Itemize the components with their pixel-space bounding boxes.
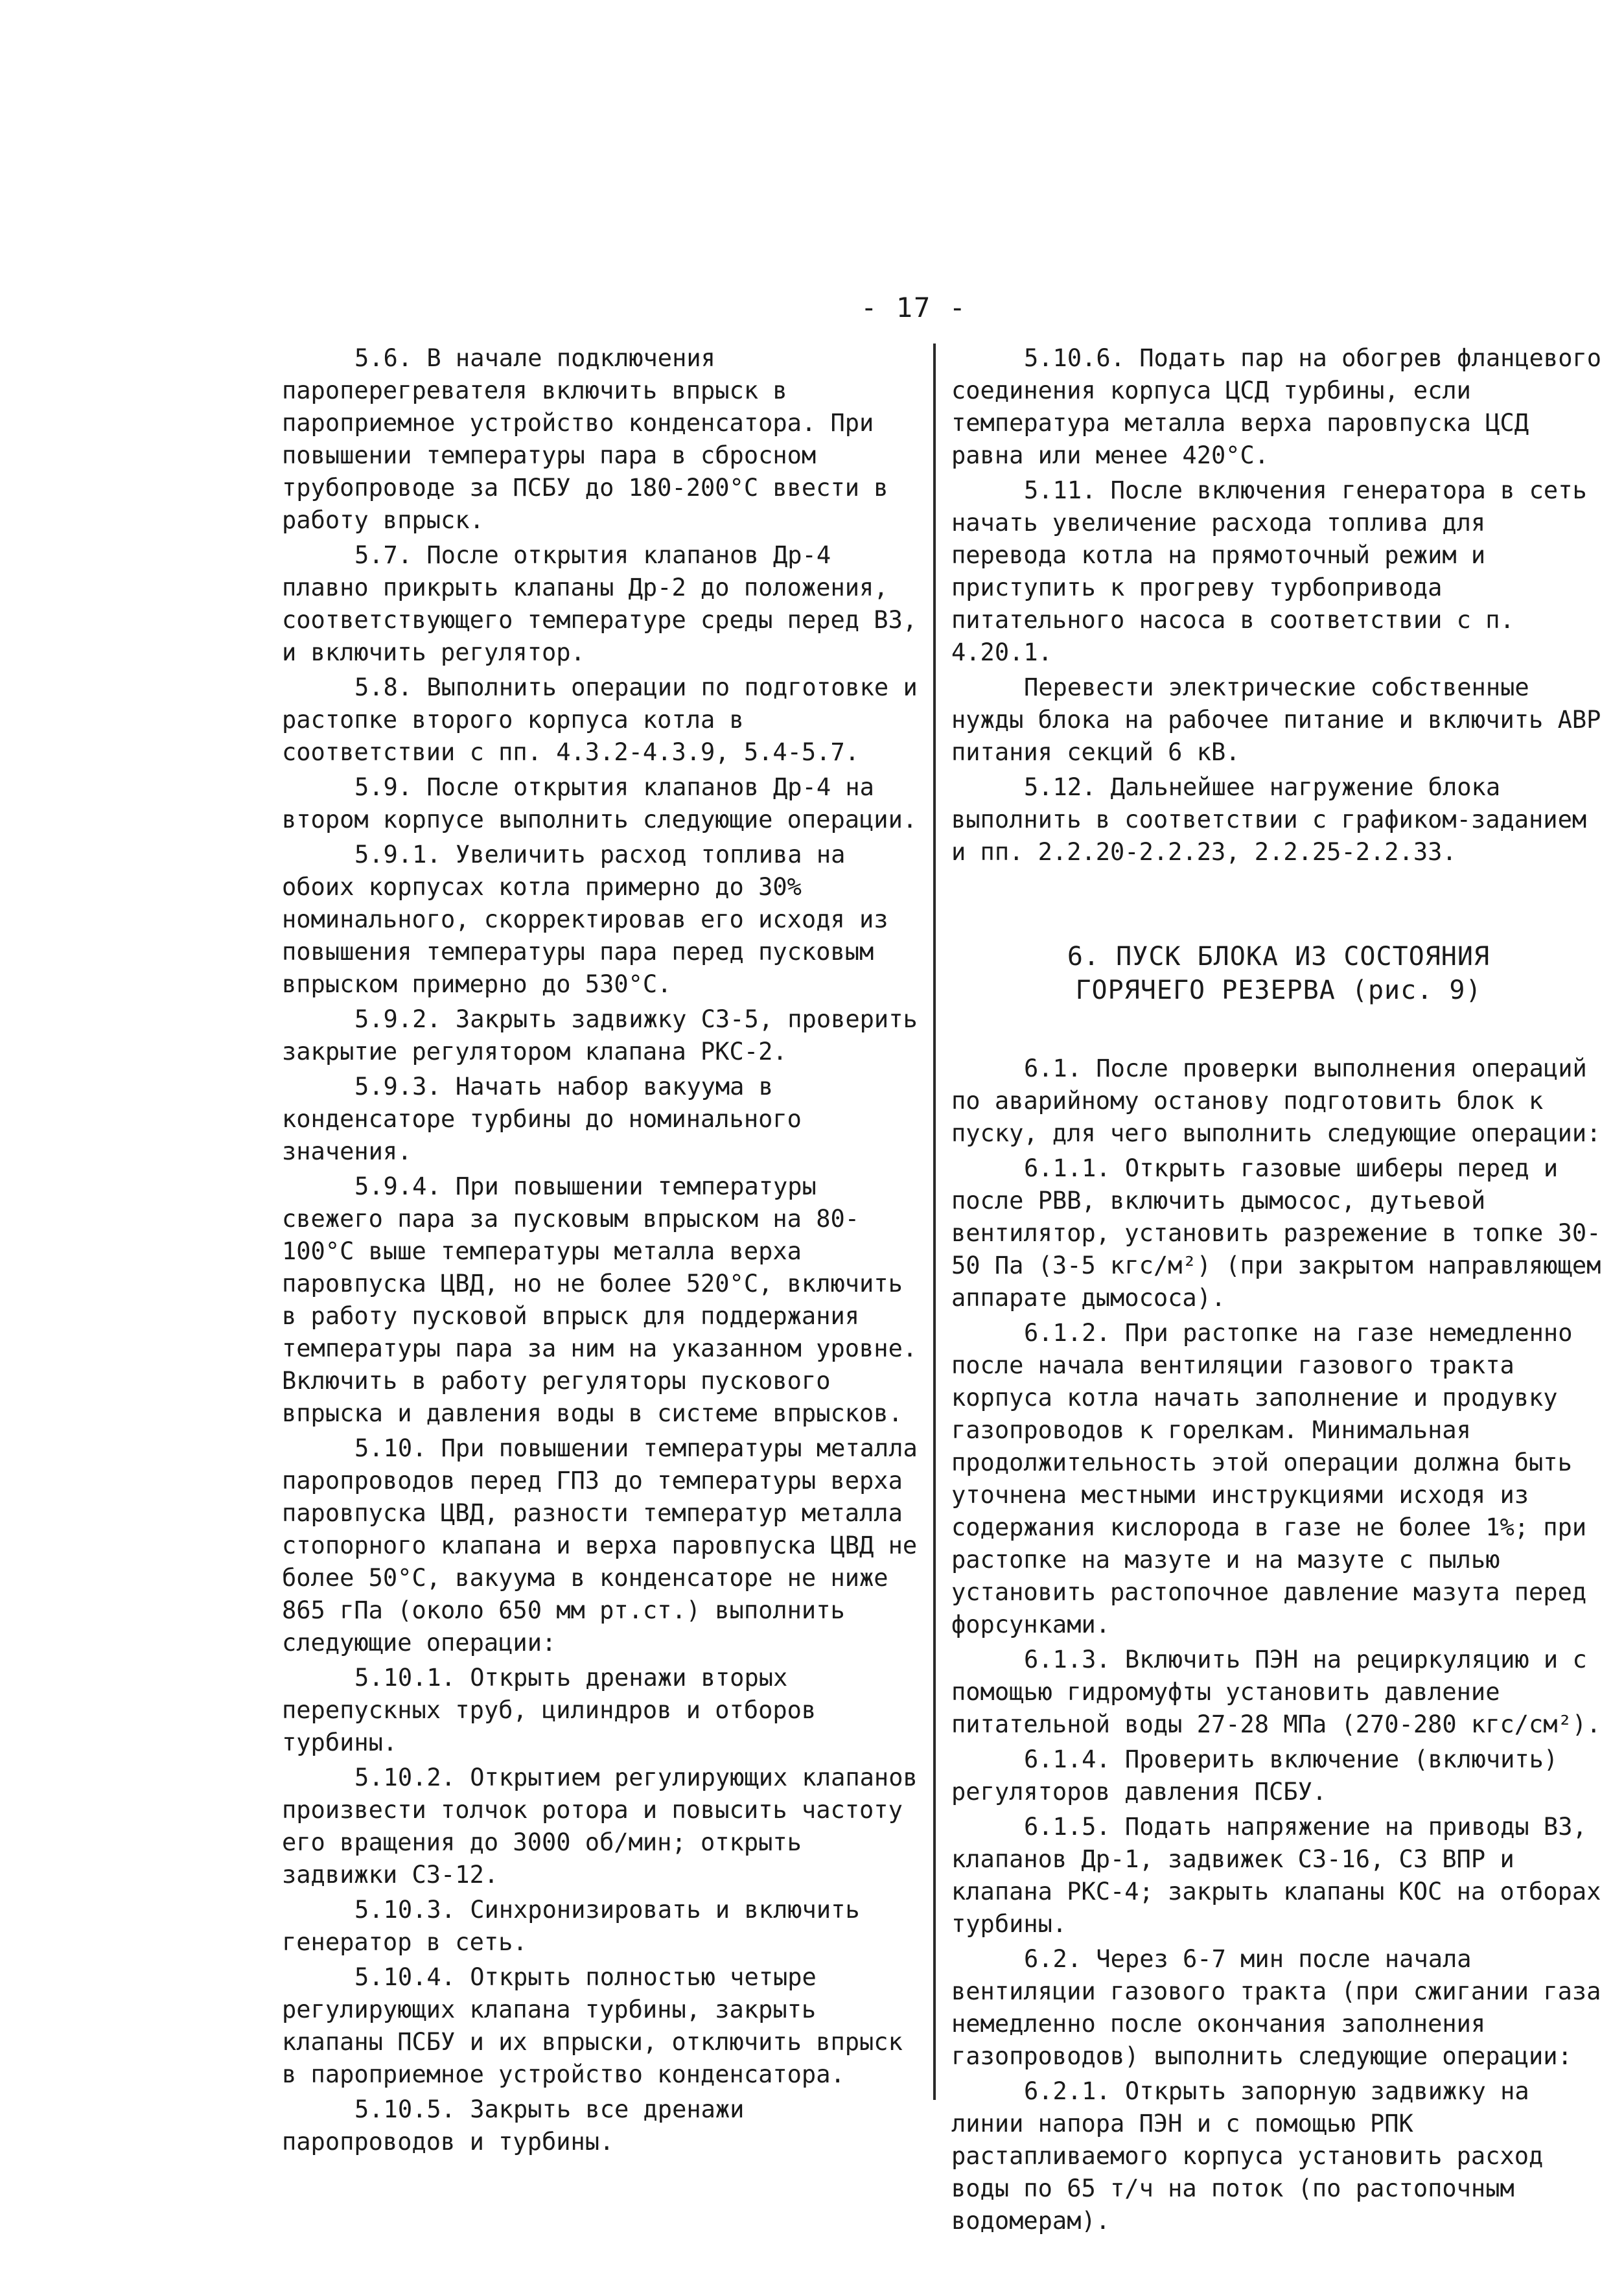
section-heading — [951, 940, 1606, 1007]
paragraph: 5.9.2. Закрыть задвижку С3-5, проверить закрытие регулятором клапана РКС-2. — [282, 1005, 918, 1066]
paragraph: 5.9.4. При повышении температуры свежего пара за пусковым впрыском на 80-100°С выше температуры металла верха паровпуска ЦВД, но не более 520°С, включить в работу пусковой впрыск для поддержания температуры пара за ним на указанном уровне. Включить в работу регуляторы пускового впрыска и давления воды в системе впрысков. — [282, 1172, 918, 1427]
paragraph: 5.11. После включения генератора в сеть начать увеличение расхода топлива для перевода котла на прямоточный режим и приступить к прогреву турбопривода питательного насоса в соответствии с п. 4.20.1. — [951, 476, 1587, 666]
paragraph: 5.10.1. Открыть дренажи вторых перепускных труб, цилиндров и отборов турбины. — [282, 1664, 817, 1756]
paragraph: 5.6. В начале подключения пароперегревателя включить впрыск в пароприемное устройство конденсатора. При повышении температуры пара в сбросном трубопроводе за ПСБУ до 180-200°С ввести в работу впрыск. — [282, 344, 888, 534]
right-column — [951, 342, 1606, 2240]
paragraph: 5.10.5. Закрыть все дренажи паропроводов и турбины. — [282, 2095, 745, 2156]
paragraph: 5.12. Дальнейшее нагружение блока выполнить в соответствии с графиком-заданием и пп. 2.2.20-2.2.23, 2.2.25-2.2.33. — [951, 773, 1587, 866]
column-divider — [933, 344, 936, 2100]
paragraph: 6.1.5. Подать напряжение на приводы В3, клапанов Др-1, задвижек С3-16, С3 ВПР и клапана РКС-4; закрыть клапаны КОС на отборах турбины. — [951, 1813, 1601, 1938]
paragraph: 6.2.1. Открыть запорную задвижку на линии напора ПЭН и с помощью РПК растапливаемого корпуса установить расход воды по 65 т/ч на поток (по растопочным водомерам). — [951, 2077, 1544, 2235]
paragraph: 5.9.1. Увеличить расход топлива на обоих корпусах котла примерно до 30% номинального, скорректировав его исходя из повышения температуры пара перед пусковым впрыском примерно до 530°С. — [282, 841, 888, 998]
paragraph: 5.7. После открытия клапанов Др-4 плавно прикрыть клапаны Др-2 до положения, соответствующего температуре среды перед В3, и включить регулятор. — [282, 541, 918, 666]
paragraph: Перевести электрические собственные нужды блока на рабочее питание и включить АВР питания секций 6 кВ. — [951, 673, 1601, 766]
paragraph: 5.9. После открытия клапанов Др-4 на втором корпусе выполнить следующие операции. — [282, 773, 918, 833]
paragraph: 5.10.4. Открыть полностью четыре регулирующих клапана турбины, закрыть клапаны ПСБУ и их впрыски, отключить впрыск в пароприемное устройство конденсатора. — [282, 1963, 903, 2088]
paragraph: 5.10.3. Синхронизировать и включить генератор в сеть. — [282, 1896, 860, 1956]
paragraph: 5.10. При повышении температуры металла паропроводов перед ГПЗ до температуры верха паровпуска ЦВД, разности температур металла стопорного клапана и верха паровпуска ЦВД не более 50°С, вакуума в конденсаторе не ниже 865 гПа (около 650 мм рт.ст.) выполнить следующие операции: — [282, 1434, 918, 1657]
paragraph: 6.1.4. Проверить включение (включить) регуляторов давления ПСБУ. — [951, 1745, 1559, 1806]
paragraph: 5.10.2. Открытием регулирующих клапанов произвести толчок ротора и повысить частоту его вращения до 3000 об/мин; открыть задвижки С3-12. — [282, 1764, 918, 1889]
paragraph: 6.1. После проверки выполнения операций по аварийному останову подготовить блок к пуску, для чего выполнить следующие операции: — [951, 1055, 1601, 1147]
section-heading-line: ГОРЯЧЕГО РЕЗЕРВА (рис. 9) — [1075, 975, 1482, 1005]
paragraph: 5.10.6. Подать пар на обогрев фланцевого соединения корпуса ЦСД турбины, если температура металла верха паровпуска ЦСД равна или менее 420°С. — [951, 344, 1602, 469]
paragraph: 6.1.3. Включить ПЭН на рециркуляцию и с помощью гидромуфты установить давление питательной воды 27-28 МПа (270-280 кгс/см²). — [951, 1646, 1601, 1738]
left-column — [282, 342, 930, 2161]
section-heading-line: 6. ПУСК БЛОКА ИЗ СОСТОЯНИЯ — [1067, 942, 1491, 972]
paragraph: 5.8. Выполнить операции по подготовке и растопке второго корпуса котла в соответствии с пп. 4.3.2-4.3.9, 5.4-5.7. — [282, 673, 918, 766]
paragraph: 6.1.1. Открыть газовые шиберы перед и после РВВ, включить дымосос, дутьевой вентилятор, установить разрежение в топке 30-50 Па (3-5 кгс/м²) (при закрытом направляющем аппарате дымососа). — [951, 1154, 1601, 1312]
page-number: - 17 - — [861, 292, 967, 323]
paragraph: 6.1.2. При растопке на газе немедленно после начала вентиляции газового тракта корпуса котла начать заполнение и продувку газопроводов к горелкам. Минимальная продолжительность этой операции должна быть уточнена местными инструкциями исходя из содержания кислорода в газе не более 1%; при растопке на мазуте и на мазуте с пылью установить растопочное давление мазута перед форсунками. — [951, 1319, 1587, 1638]
paragraph: 6.2. Через 6-7 мин после начала вентиляции газового тракта (при сжигании газа немедленно после окончания заполнения газопроводов) выполнить следующие операции: — [951, 1945, 1601, 2070]
paragraph: 5.9.3. Начать набор вакуума в конденсаторе турбины до номинального значения. — [282, 1073, 802, 1165]
